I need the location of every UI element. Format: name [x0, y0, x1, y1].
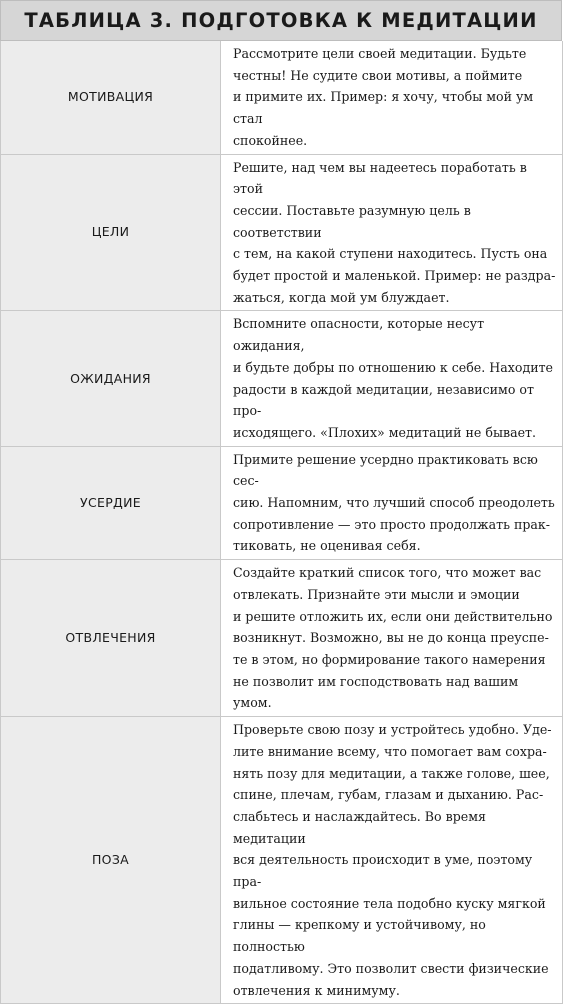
table-row-motivation — [1, 41, 563, 154]
row-description: Создайте краткий список того, что может вас отвлекать. Признайте эти мысли и эмоции и решите отложить их, если они действительно возникнут. Возможно, вы не до конца преуспе- те в этом, но формирование такого намерения не позволит им господствовать над вашим умом. — [233, 565, 553, 711]
row-text-cell — [221, 154, 563, 311]
meditation-prep-table — [0, 41, 563, 1004]
row-label: УСЕРДИЕ — [80, 494, 141, 510]
row-description: Примите решение усердно практиковать всю сес- сию. Напомним, что лучший способ преодолеть сопротивление — это просто продолжать прак- тиковать, не оценивая себя. — [233, 451, 555, 554]
row-description: Проверьте свою позу и устройтесь удобно. Уде- лите внимание всему, что помогает вам сохра- нять позу для медитации, а также голове, шее, спине, плечам, губам, глазам и дыханию. Рас- слабьтесь и наслаждайтесь. Во время медитации вся деятельность происходит в уме, поэтому пра- вильное состояние тела подобно куску мягкой глины — крепкому и устойчивому, но полностью податливому. Это позволит свести физические отвлечения к минимуму. — [233, 722, 552, 998]
row-description: Вспомните опасности, которые несут ожидания, и будьте добры по отношению к себе. Находите радости в каждой медитации, независимо от про- исходящего. «Плохих» медитаций не бывает. — [233, 316, 554, 440]
row-label: МОТИВАЦИЯ — [67, 89, 154, 105]
table-row-diligence — [1, 446, 563, 560]
row-text-cell — [221, 41, 563, 154]
row-description: Рассмотрите цели своей медитации. Будьте честны! Не судите свои мотивы, а поймите и примите их. Пример: я хочу, чтобы мой ум стал спокойнее. — [233, 46, 534, 148]
row-text-cell — [221, 717, 563, 1004]
row-label-cell — [1, 154, 221, 311]
row-label: ЦЕЛИ — [91, 224, 130, 240]
table-row-goals — [1, 154, 563, 311]
row-label-cell — [1, 446, 221, 560]
table-row-expectations — [1, 311, 563, 446]
table-title-bar — [0, 0, 562, 41]
row-label-cell — [1, 41, 221, 154]
row-text-cell — [221, 560, 563, 717]
row-label: ОТВЛЕЧЕНИЯ — [65, 630, 156, 646]
row-label: ОЖИДАНИЯ — [70, 370, 151, 386]
table-row-posture — [1, 717, 563, 1004]
row-label-cell — [1, 560, 221, 717]
row-description: Решите, над чем вы надеетесь поработать в этой сессии. Поставьте разумную цель в соответствии с тем, на какой ступени находитесь. Пусть она будет простой и маленькой. Пример: не раздра- жаться, когда мой ум блуждает. — [233, 159, 556, 305]
row-label-cell — [1, 311, 221, 446]
table-title: ТАБЛИЦА 3. ПОДГОТОВКА К МЕДИТАЦИИ — [24, 9, 538, 32]
row-label-cell — [1, 717, 221, 1004]
row-label: ПОЗА — [91, 852, 129, 868]
row-text-cell — [221, 311, 563, 446]
table-row-distractions — [1, 560, 563, 717]
row-text-cell — [221, 446, 563, 560]
